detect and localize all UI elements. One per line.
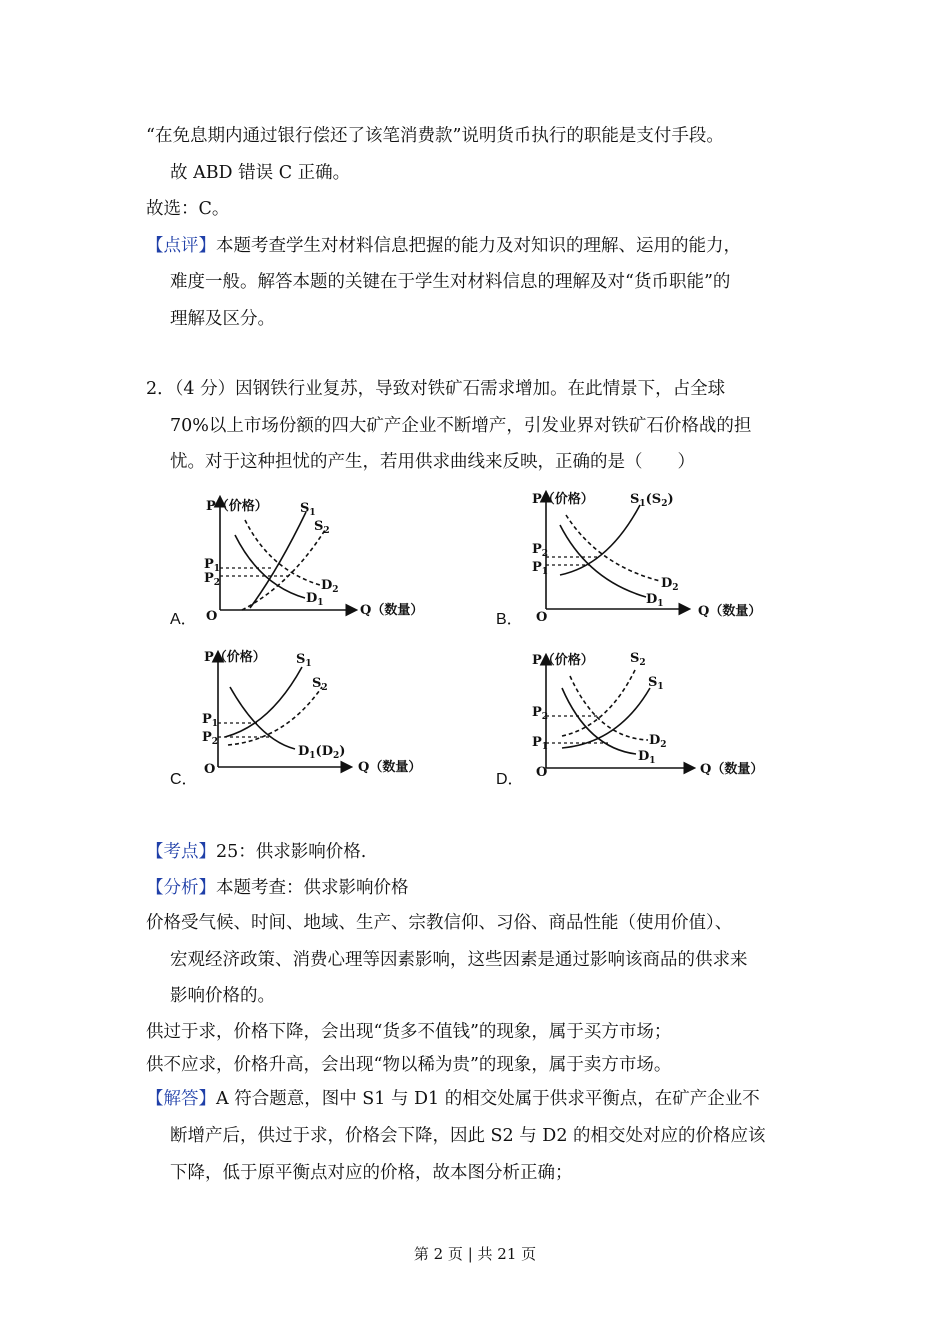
s-sub: 1 [309,508,316,518]
s-sub: 2 [661,499,668,509]
jieda-line [146,1087,760,1111]
origin-label: O [536,610,548,625]
d1-label [306,591,324,608]
s-letter: S [648,675,658,690]
p-sub: 2 [211,737,219,747]
q-axis-label: Q（数量） [700,762,764,777]
d-sub: 2 [660,740,667,750]
kaodian-tag: 【考点】 [146,842,216,862]
p2-label [202,730,218,747]
graph-a [190,490,450,625]
text-line-3: 故选：C。 [146,199,230,219]
jieda-line-3: 下降，低于原平衡点对应的价格，故本图分析正确； [170,1163,573,1183]
s1-s2-label [630,492,674,509]
s-letter: S [630,492,640,507]
supply-curve-s1 [225,667,302,737]
p-axis-label: P（价格） [206,499,268,514]
s-letter: S [296,652,306,667]
d-letter: D [638,749,650,764]
p-letter: P [202,730,212,745]
d1-label [646,592,664,609]
supply-curve-s2 [228,687,322,745]
s1-label [648,675,664,692]
fenxi-line [146,876,409,900]
q-axis-label: Q（数量） [698,604,762,619]
d-sub: 2 [332,751,340,761]
demand-curve-d1 [235,535,305,598]
option-d-label[interactable]: D． [496,771,524,788]
p-letter: P [532,705,542,720]
jieda-text: A 符合题意，图中 S1 与 D1 的相交处属于供求平衡点，在矿产企业不 [216,1089,760,1109]
origin-label: O [536,765,548,780]
d-sub: 2 [672,583,679,593]
question-line-3: 忧。对于这种担忧的产生，若用供求曲线来反映，正确的是（ ） [170,452,695,472]
comment-line-1 [146,234,741,258]
p-sub: 1 [541,742,549,752]
supply-curve-s1 [562,688,650,748]
p-letter: P [204,557,214,572]
d-open: (D [315,744,333,759]
p-sub: 1 [211,719,219,729]
p-letter: P [204,571,214,586]
s-letter: S [312,676,322,691]
jieda-line-2: 断增产后，供过于求，价格会下降，因此 S2 与 D2 的相交处对应的价格应该 [170,1126,766,1146]
d-letter: D [649,733,661,748]
d-sub: 1 [309,751,316,761]
d-letter: D [321,578,333,593]
d1-label [638,749,656,766]
s-letter: S [300,501,310,516]
d1-d2-label [298,744,345,761]
fenxi-text: 本题考查：供求影响价格 [216,878,409,898]
close-paren: ) [339,744,346,759]
analysis-line-5: 供不应求，价格升高，会出现“物以稀为贵”的现象，属于卖方市场。 [146,1055,672,1075]
graph-c [190,645,450,780]
graph-b [518,485,788,625]
supply-curve-s2 [562,668,636,736]
option-c-label[interactable]: C． [170,771,198,788]
origin-label: O [204,762,216,777]
p-sub: 2 [213,578,221,588]
demand-curve-d2 [245,520,320,585]
s-sub: 1 [657,682,664,692]
text-line-2: 故 ABD 错误 C 正确。 [170,163,351,183]
s-sub: 2 [639,658,646,668]
p1-label [202,712,218,729]
graph-d [518,648,788,783]
question-line-2: 70%以上市场份额的四大矿产企业不断增产，引发业界对铁矿石价格战的担 [170,416,752,436]
d-sub: 2 [332,585,339,595]
comment-tag: 【点评】 [146,236,216,256]
p-letter: P [532,560,542,575]
s-sub: 2 [323,526,330,536]
s-sub: 1 [639,499,646,509]
p-letter: P [532,735,542,750]
s-sub: 2 [321,683,328,693]
kaodian-text: 25：供求影响价格. [216,842,367,862]
demand-curve-d1 [560,525,646,597]
p-axis-label: P（价格） [204,650,266,665]
analysis-line-3: 影响价格的。 [170,986,275,1006]
page-footer: 第 2 页 | 共 21 页 [413,1245,537,1263]
s-letter: S [630,651,640,666]
p-sub: 1 [213,564,221,574]
kaodian-line [146,840,366,864]
d-letter: D [306,591,318,606]
d-letter: D [298,744,310,759]
option-a-label[interactable]: A． [170,611,197,628]
p-sub: 2 [541,712,549,722]
comment-line-2: 难度一般。解答本题的关键在于学生对材料信息的理解及对“货币职能”的 [170,272,731,292]
s-sub: 1 [305,659,312,669]
comment-line-3: 理解及区分。 [170,309,275,329]
d-sub: 1 [649,756,656,766]
s-letter: S [314,519,324,534]
p-letter: P [202,712,212,727]
d2-label [321,578,339,595]
q-axis-label: Q（数量） [358,760,422,775]
option-b-label[interactable]: B． [496,611,523,628]
jieda-tag: 【解答】 [146,1089,216,1109]
supply-curve-s1 [250,512,306,608]
s-open: (S [645,492,662,507]
s2-label [314,519,330,536]
text-line-1: “在免息期内通过银行偿还了该笔消费款”说明货币执行的职能是支付手段。 [146,126,724,146]
s2-label [630,651,646,668]
d2-label [661,576,679,593]
comment-text: 本题考查学生对材料信息把握的能力及对知识的理解、运用的能力， [216,236,741,256]
d-sub: 1 [657,599,664,609]
demand-curve-d2 [566,515,660,581]
analysis-line-1: 价格受气候、时间、地域、生产、宗教信仰、习俗、商品性能（使用价值）、 [146,913,733,933]
d-letter: D [661,576,673,591]
p-sub: 2 [541,549,549,559]
d-sub: 1 [317,598,324,608]
s1-label [296,652,312,669]
p-sub: 1 [541,567,549,577]
fenxi-tag: 【分析】 [146,878,216,898]
question-line-1: 2．（4 分）因钢铁行业复苏，导致对铁矿石需求增加。在此情景下，占全球 [146,379,726,399]
p-axis-label: P（价格） [532,492,594,507]
s2-label [312,676,328,693]
d-letter: D [646,592,658,607]
d2-label [649,733,667,750]
p-axis-label: P（价格） [532,653,594,668]
close-paren: ) [667,492,674,507]
p-letter: P [532,542,542,557]
analysis-line-4: 供过于求，价格下降，会出现“货多不值钱”的现象，属于买方市场； [146,1022,672,1042]
origin-label: O [206,609,218,624]
s1-label [300,501,316,518]
analysis-line-2: 宏观经济政策、消费心理等因素影响，这些因素是通过影响该商品的供求来 [170,950,748,970]
q-axis-label: Q（数量） [360,603,424,618]
